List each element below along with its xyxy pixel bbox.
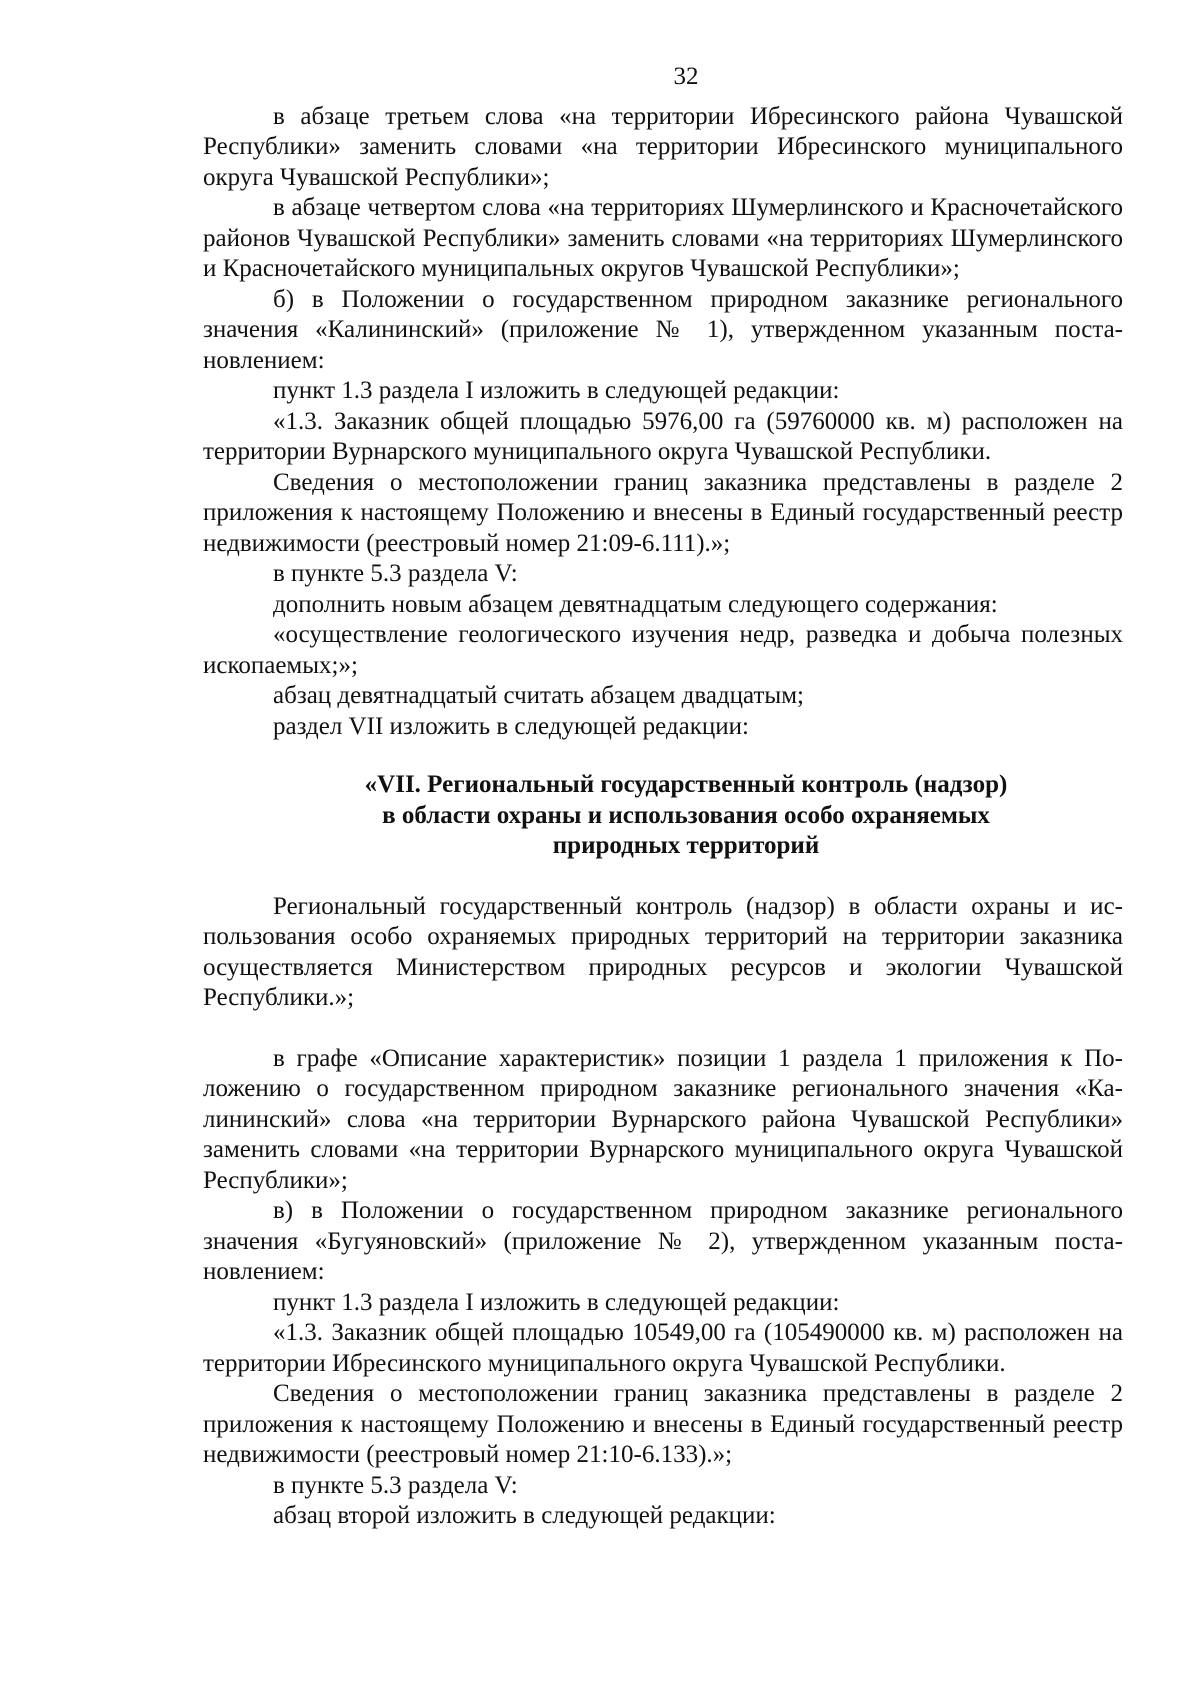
page-number: 32 xyxy=(673,63,699,90)
amendments-block-1 xyxy=(203,102,1123,743)
paragraph: в абзаце третьем слова «на территории Ибресинского района Чувашской Республики» заменить словами «на территории Ибресинского муниципального округа Чувашской Республики»; xyxy=(203,102,1123,191)
paragraph: б) в Положении о государственном природном заказнике регионального значения «Калининский» (приложение № 1), утвержденном указанным постановлением: xyxy=(203,285,1123,374)
paragraph: абзац девятнадцатый считать абзацем двадцатым; xyxy=(273,682,804,709)
paragraph: «осуществление геологического изучения недр, разведка и добыча полезных ископаемых;»; xyxy=(203,621,1123,679)
paragraph: пункт 1.3 раздела I изложить в следующей редакции: xyxy=(273,1288,840,1316)
paragraph: в графе «Описание характеристик» позиции 1 раздела 1 приложения к Положению о государственном природном заказнике регионального значения «Калининский» слова «на территории Вурнарского района Чувашской Республики» заменить словами «на территории Вурнарского муниципального округа Чувашской Республики»; xyxy=(203,1044,1123,1194)
paragraph: Сведения о местоположении границ заказника представлены в разделе 2 приложения к настоящему Положению и внесены в Единый государственный реестр недвижимости (реестровый номер 21:10-6.133).»; xyxy=(203,1380,1123,1468)
paragraph: абзац второй изложить в следующей редакции: xyxy=(273,1502,776,1529)
amendments-block-2 xyxy=(203,1044,1123,1532)
paragraph: в абзаце четвертом слова «на территориях Шумерлинского и Красночетайского районов Чувашской Республики» заменить словами «на территориях Шумерлинского и Красночетайского муниципальных округов Чувашской Республики»; xyxy=(203,194,1123,282)
paragraph: Региональный государственный контроль (надзор) в области охраны и использования особо охраняемых природных территорий на территории заказника осуществляется Министерством природных ресурсов и экологии Чувашской Республики.»; xyxy=(203,892,1123,1011)
spacer xyxy=(203,1014,1123,1044)
paragraph: раздел VII изложить в следующей редакции: xyxy=(273,712,749,740)
heading-line: «VII. Региональный государственный контроль (надзор) xyxy=(364,771,1008,798)
paragraph: в пункте 5.3 раздела V: xyxy=(273,560,518,587)
paragraph: в) в Положении о государственном природном заказнике регионального значения «Бугуяновский» (приложение № 2), утвержденном указанным постановлением: xyxy=(203,1197,1123,1285)
section-heading xyxy=(203,770,1123,862)
paragraph: пункт 1.3 раздела I изложить в следующей редакции: xyxy=(273,377,840,404)
paragraph: Сведения о местоположении границ заказника представлены в разделе 2 приложения к настоящему Положению и внесены в Единый государственный реестр недвижимости (реестровый номер 21:09-6.111).»; xyxy=(203,468,1123,557)
paragraph: в пункте 5.3 раздела V: xyxy=(273,1471,518,1499)
heading-line: природных территорий xyxy=(552,832,820,859)
section-body xyxy=(203,892,1123,1014)
heading-line: в области охраны и использования особо охраняемых xyxy=(382,801,990,829)
paragraph: дополнить новым абзацем девятнадцатым следующего содержания: xyxy=(273,590,998,618)
document-page xyxy=(203,62,1123,1532)
paragraph: «1.3. Заказник общей площадью 10549,00 га (105490000 кв. м) расположен на территории Ибресинского муниципального округа Чувашской Республики. xyxy=(203,1319,1123,1377)
paragraph: «1.3. Заказник общей площадью 5976,00 га (59760000 кв. м) расположен на территории Вурнарского муниципального округа Чувашской Республики. xyxy=(203,407,1123,465)
